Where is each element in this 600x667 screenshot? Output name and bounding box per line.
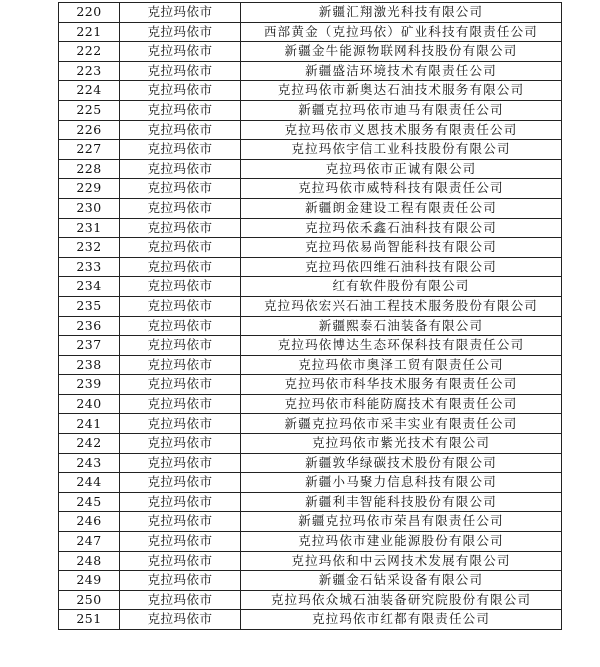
table-row xyxy=(59,532,562,552)
table-row xyxy=(59,277,562,297)
table-row xyxy=(59,453,562,473)
company-name-cell: 克拉玛依市紫光技术有限公司 xyxy=(241,434,562,454)
company-name-cell: 新疆敦华绿碳技术股份有限公司 xyxy=(241,453,562,473)
company-name-cell: 克拉玛依市正诚有限公司 xyxy=(241,159,562,179)
city-cell: 克拉玛依市 xyxy=(120,3,241,23)
row-number-cell: 223 xyxy=(59,61,120,81)
table-row xyxy=(59,238,562,258)
city-cell: 克拉玛依市 xyxy=(120,375,241,395)
company-name-cell: 克拉玛依四维石油科技有限公司 xyxy=(241,257,562,277)
table-row xyxy=(59,434,562,454)
company-name-cell: 克拉玛依和中云网技术发展有限公司 xyxy=(241,551,562,571)
row-number-cell: 250 xyxy=(59,590,120,610)
city-cell: 克拉玛依市 xyxy=(120,394,241,414)
row-number-cell: 239 xyxy=(59,375,120,395)
table-row xyxy=(59,316,562,336)
table-row xyxy=(59,159,562,179)
company-name-cell: 克拉玛依宏兴石油工程技术服务股份有限公司 xyxy=(241,296,562,316)
table-row xyxy=(59,355,562,375)
city-cell: 克拉玛依市 xyxy=(120,81,241,101)
city-cell: 克拉玛依市 xyxy=(120,434,241,454)
table-row xyxy=(59,610,562,630)
company-name-cell: 新疆盛洁环境技术有限责任公司 xyxy=(241,61,562,81)
table-row xyxy=(59,375,562,395)
row-number-cell: 246 xyxy=(59,512,120,532)
company-name-cell: 新疆克拉玛依市迪马有限责任公司 xyxy=(241,100,562,120)
company-name-cell: 新疆克拉玛依市采丰实业有限责任公司 xyxy=(241,414,562,434)
city-cell: 克拉玛依市 xyxy=(120,453,241,473)
company-name-cell: 新疆朗金建设工程有限责任公司 xyxy=(241,198,562,218)
city-cell: 克拉玛依市 xyxy=(120,296,241,316)
city-cell: 克拉玛依市 xyxy=(120,532,241,552)
table-row xyxy=(59,394,562,414)
company-name-cell: 新疆金石钻采设备有限公司 xyxy=(241,571,562,591)
company-name-cell: 克拉玛依市新奥达石油技术服务有限公司 xyxy=(241,81,562,101)
company-name-cell: 新疆利丰智能科技股份有限公司 xyxy=(241,492,562,512)
city-cell: 克拉玛依市 xyxy=(120,473,241,493)
table-row xyxy=(59,492,562,512)
city-cell: 克拉玛依市 xyxy=(120,590,241,610)
city-cell: 克拉玛依市 xyxy=(120,355,241,375)
row-number-cell: 237 xyxy=(59,336,120,356)
row-number-cell: 240 xyxy=(59,394,120,414)
company-name-cell: 克拉玛依市奥泽工贸有限责任公司 xyxy=(241,355,562,375)
row-number-cell: 242 xyxy=(59,434,120,454)
table-row xyxy=(59,590,562,610)
company-name-cell: 克拉玛依市建业能源股份有限公司 xyxy=(241,532,562,552)
row-number-cell: 233 xyxy=(59,257,120,277)
table-row xyxy=(59,198,562,218)
table-row xyxy=(59,336,562,356)
company-name-cell: 克拉玛依市红都有限责任公司 xyxy=(241,610,562,630)
city-cell: 克拉玛依市 xyxy=(120,120,241,140)
table-row xyxy=(59,571,562,591)
row-number-cell: 231 xyxy=(59,218,120,238)
company-name-cell: 克拉玛依市威特科技有限责任公司 xyxy=(241,179,562,199)
city-cell: 克拉玛依市 xyxy=(120,100,241,120)
city-cell: 克拉玛依市 xyxy=(120,61,241,81)
row-number-cell: 247 xyxy=(59,532,120,552)
city-cell: 克拉玛依市 xyxy=(120,42,241,62)
row-number-cell: 244 xyxy=(59,473,120,493)
table-row xyxy=(59,120,562,140)
row-number-cell: 245 xyxy=(59,492,120,512)
city-cell: 克拉玛依市 xyxy=(120,22,241,42)
city-cell: 克拉玛依市 xyxy=(120,179,241,199)
city-cell: 克拉玛依市 xyxy=(120,316,241,336)
row-number-cell: 224 xyxy=(59,81,120,101)
row-number-cell: 251 xyxy=(59,610,120,630)
company-name-cell: 克拉玛依易尚智能科技有限公司 xyxy=(241,238,562,258)
table-row xyxy=(59,140,562,160)
company-name-cell: 克拉玛依宇信工业科技股份有限公司 xyxy=(241,140,562,160)
company-name-cell: 克拉玛依众城石油装备研究院股份有限公司 xyxy=(241,590,562,610)
table-row xyxy=(59,512,562,532)
company-name-cell: 西部黄金（克拉玛依）矿业科技有限责任公司 xyxy=(241,22,562,42)
row-number-cell: 220 xyxy=(59,3,120,23)
city-cell: 克拉玛依市 xyxy=(120,159,241,179)
company-name-cell: 新疆克拉玛依市荣昌有限责任公司 xyxy=(241,512,562,532)
company-name-cell: 克拉玛依市科华技术服务有限责任公司 xyxy=(241,375,562,395)
table-row xyxy=(59,81,562,101)
city-cell: 克拉玛依市 xyxy=(120,336,241,356)
table-row xyxy=(59,414,562,434)
row-number-cell: 236 xyxy=(59,316,120,336)
row-number-cell: 226 xyxy=(59,120,120,140)
company-name-cell: 新疆金牛能源物联网科技股份有限公司 xyxy=(241,42,562,62)
table-row xyxy=(59,61,562,81)
city-cell: 克拉玛依市 xyxy=(120,610,241,630)
company-name-cell: 克拉玛依博达生态环保科技有限责任公司 xyxy=(241,336,562,356)
table-row xyxy=(59,42,562,62)
company-name-cell: 克拉玛依市科能防腐技术有限责任公司 xyxy=(241,394,562,414)
row-number-cell: 235 xyxy=(59,296,120,316)
row-number-cell: 238 xyxy=(59,355,120,375)
row-number-cell: 225 xyxy=(59,100,120,120)
city-cell: 克拉玛依市 xyxy=(120,551,241,571)
city-cell: 克拉玛依市 xyxy=(120,140,241,160)
row-number-cell: 232 xyxy=(59,238,120,258)
city-cell: 克拉玛依市 xyxy=(120,218,241,238)
company-name-cell: 新疆汇翔激光科技有限公司 xyxy=(241,3,562,23)
table-row xyxy=(59,218,562,238)
company-table-body xyxy=(59,3,562,630)
company-table xyxy=(58,2,562,630)
row-number-cell: 248 xyxy=(59,551,120,571)
company-list-document xyxy=(58,2,558,630)
row-number-cell: 228 xyxy=(59,159,120,179)
table-row xyxy=(59,257,562,277)
table-row xyxy=(59,100,562,120)
city-cell: 克拉玛依市 xyxy=(120,414,241,434)
city-cell: 克拉玛依市 xyxy=(120,277,241,297)
city-cell: 克拉玛依市 xyxy=(120,492,241,512)
company-name-cell: 新疆熙泰石油装备有限公司 xyxy=(241,316,562,336)
city-cell: 克拉玛依市 xyxy=(120,198,241,218)
company-name-cell: 克拉玛依市义恩技术服务有限责任公司 xyxy=(241,120,562,140)
row-number-cell: 229 xyxy=(59,179,120,199)
row-number-cell: 234 xyxy=(59,277,120,297)
city-cell: 克拉玛依市 xyxy=(120,238,241,258)
row-number-cell: 230 xyxy=(59,198,120,218)
row-number-cell: 243 xyxy=(59,453,120,473)
table-row xyxy=(59,179,562,199)
company-name-cell: 红有软件股份有限公司 xyxy=(241,277,562,297)
row-number-cell: 241 xyxy=(59,414,120,434)
row-number-cell: 221 xyxy=(59,22,120,42)
row-number-cell: 227 xyxy=(59,140,120,160)
table-row xyxy=(59,22,562,42)
row-number-cell: 249 xyxy=(59,571,120,591)
table-row xyxy=(59,296,562,316)
row-number-cell: 222 xyxy=(59,42,120,62)
city-cell: 克拉玛依市 xyxy=(120,257,241,277)
company-name-cell: 新疆小马聚力信息科技有限公司 xyxy=(241,473,562,493)
table-row xyxy=(59,551,562,571)
table-row xyxy=(59,3,562,23)
city-cell: 克拉玛依市 xyxy=(120,571,241,591)
city-cell: 克拉玛依市 xyxy=(120,512,241,532)
table-row xyxy=(59,473,562,493)
company-name-cell: 克拉玛依禾鑫石油科技有限公司 xyxy=(241,218,562,238)
